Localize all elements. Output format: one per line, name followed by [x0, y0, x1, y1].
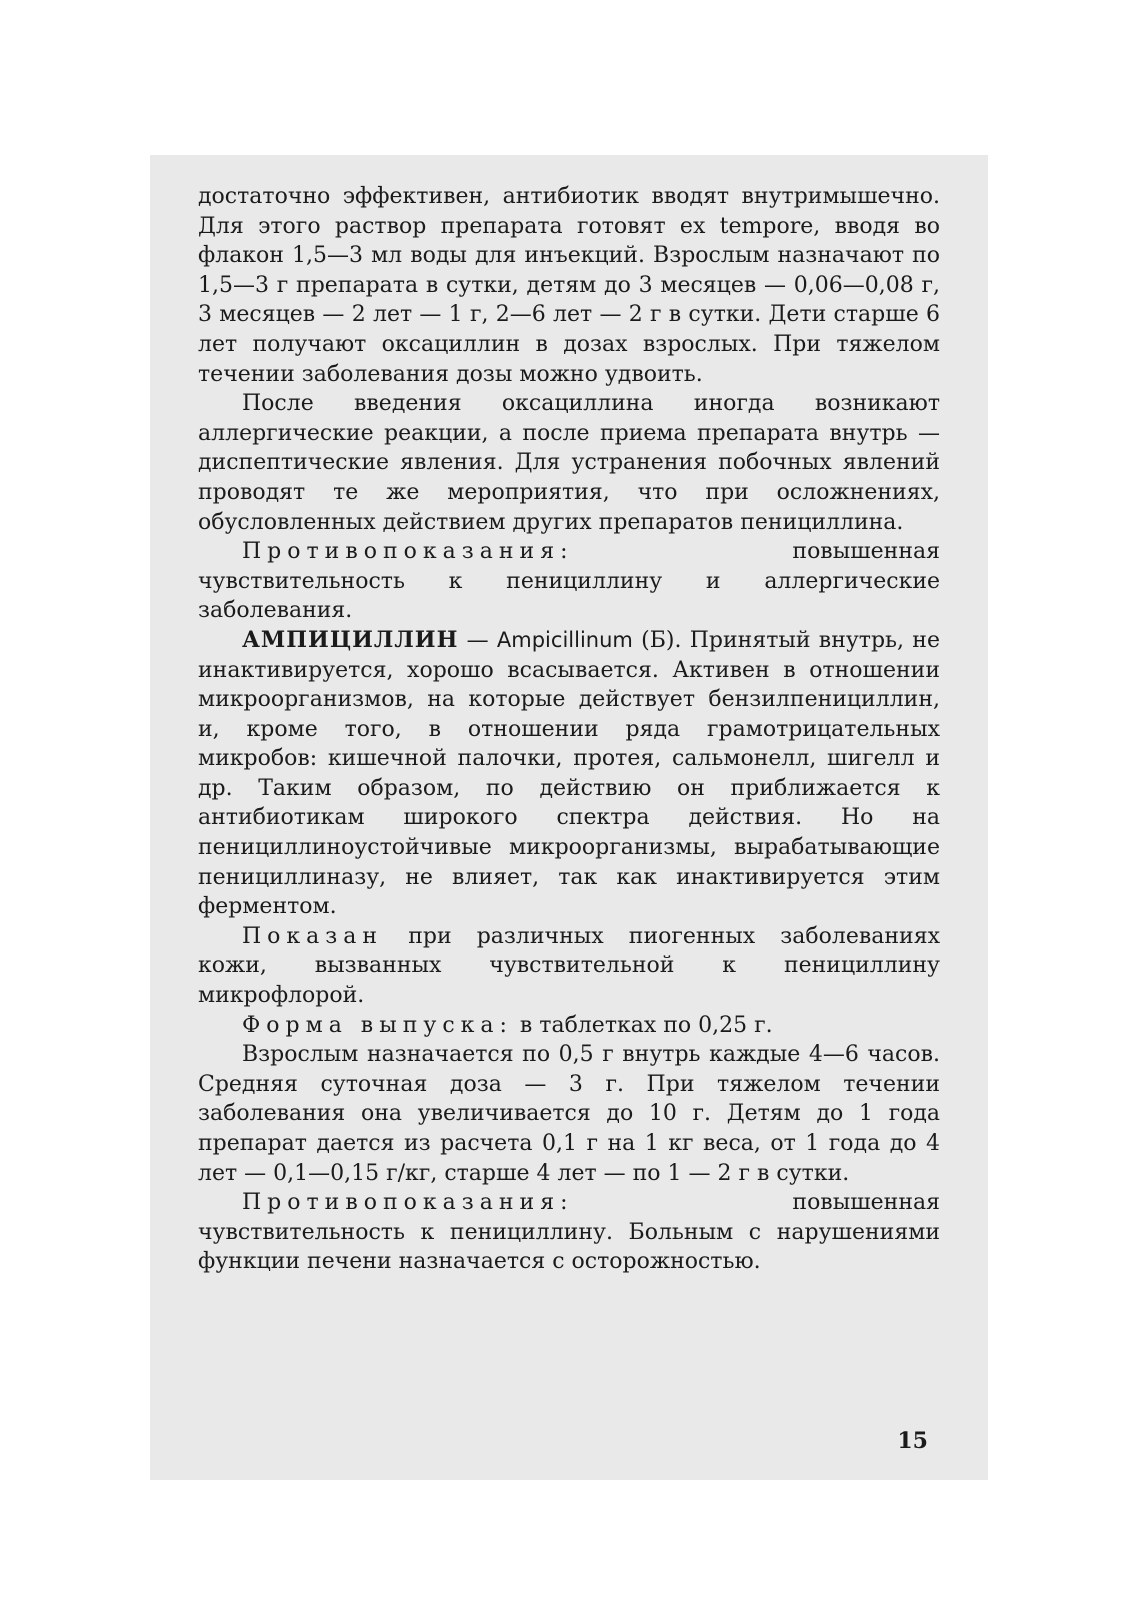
release-form-text: в таблетках по 0,25 г.	[512, 1012, 773, 1038]
drug-latin-name: Ampicillinum	[496, 627, 633, 652]
paragraph-ampicillin-dosage: Взрослым назначается по 0,5 г внутрь каждые 4—6 часов. Средняя суточная доза — 3 г. При тяжелом течении заболевания она увеличивается до 10 г. Детям до 1 года препарат дается из расчета 0,1 г на 1 кг веса, от 1 года до 4 лет — 0,1—0,15 г/кг, старше 4 лет — по 1 — 2 г в сутки.	[198, 1042, 940, 1186]
ampicillin-description: (Б). Принятый внутрь, не инактивируется, хорошо всасывается. Активен в отношении микроорганизмов, на которые действует бензилпенициллин, и, кроме того, в отношении ряда грамотрицательных микробов: кишечной палочки, протея, сальмонелл, шигелл и др. Таким образом, по действию он приближается к антибиотикам широкого спектра действия. Но на пенициллиноустойчивые микроорганизмы, вырабатывающие пенициллиназу, не влияет, так как инактивируется этим ферментом.	[198, 627, 940, 920]
page-number: 15	[897, 1428, 928, 1454]
contraindications-text: повышенная чувствительность к пенициллину и аллергические заболевания.	[198, 539, 940, 624]
drug-name-ampicillin: АМПИЦИЛЛИН	[242, 626, 459, 653]
paragraph-oxacillin-dosage: достаточно эффективен, антибиотик вводят внутримышечно. Для этого раствор препарата готовят ex tempore, вводя во флакон 1,5—3 мл воды для инъекций. Взрослым назначают по 1,5—3 г препарата в сутки, детям до 3 месяцев — 0,06—0,08 г, 3 месяцев — 2 лет — 1 г, 2—6 лет — 2 г в сутки. Дети старше 6 лет получают оксациллин в дозах взрослых. При тяжелом течении заболевания дозы можно удвоить.	[198, 184, 940, 387]
page-text	[198, 182, 940, 1277]
contraindications-label-2: Противопоказания:	[242, 1190, 574, 1216]
paragraph-release-form	[198, 1011, 940, 1041]
paragraph-side-effects: После введения оксациллина иногда возникают аллергические реакции, а после приема препарата внутрь — диспептические явления. Для устранения побочных явлений проводят те же мероприятия, что при осложнениях, обусловленных действием других препаратов пенициллина.	[198, 391, 940, 535]
book-page	[150, 155, 988, 1480]
contraindications-text-2: повышенная чувствительность к пенициллину. Больным с нарушениями функции печени назначается с осторожностью.	[198, 1190, 940, 1275]
release-form-label: Форма выпуска:	[242, 1012, 513, 1038]
paragraph-indications	[198, 922, 940, 1011]
contraindications-label: Противопоказания:	[242, 539, 574, 565]
indications-label: Показан	[242, 923, 384, 949]
paragraph-contraindications-oxacillin	[198, 537, 940, 626]
paragraph-ampicillin	[198, 626, 940, 922]
indications-text: при различных пиогенных заболеваниях кожи, вызванных чувствительной к пенициллину микрофлорой.	[198, 923, 940, 1009]
paragraph-contraindications-ampicillin	[198, 1188, 940, 1277]
drug-name-dash: —	[458, 627, 497, 653]
